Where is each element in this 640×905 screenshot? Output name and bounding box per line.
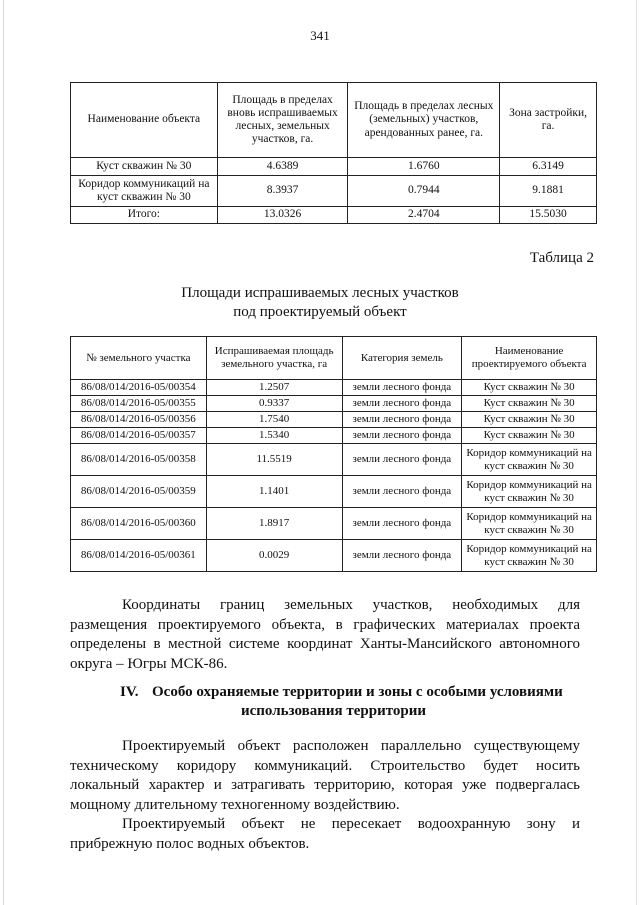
table-row [71, 540, 597, 572]
table-cell: 86/08/014/2016-05/00357 [71, 428, 207, 444]
table-cell: Куст скважин № 30 [462, 412, 597, 428]
table-total-row [71, 207, 597, 224]
paragraph-line: Координаты границ земельных участков, необходимых для [122, 597, 580, 613]
protected-areas-paragraph [70, 737, 580, 815]
table-cell: 86/08/014/2016-05/00358 [71, 444, 207, 476]
table-cell: земли лесного фонда [342, 396, 462, 412]
table2-caption: Таблица 2 [529, 250, 594, 266]
table-cell: Куст скважин № 30 [462, 428, 597, 444]
header-object-name: Наименование объекта [71, 83, 218, 158]
table-row [71, 508, 597, 540]
table-cell: Коридор коммуникаций на куст скважин № 30 [462, 540, 597, 572]
table-header-row [71, 337, 597, 380]
table-row [71, 428, 597, 444]
table-cell: 86/08/014/2016-05/00355 [71, 396, 207, 412]
table-cell: земли лесного фонда [342, 540, 462, 572]
land-plots-table [70, 336, 597, 572]
scan-edge-left [3, 0, 4, 905]
table-cell: Итого: [71, 207, 218, 224]
table-cell: 1.7540 [206, 412, 342, 428]
table-cell: земли лесного фонда [342, 476, 462, 508]
table-cell: Коридор коммуникаций на куст скважин № 30 [71, 176, 218, 207]
table-cell: 1.6760 [348, 158, 500, 176]
page-number: 341 [310, 28, 330, 43]
table-cell: 15.5030 [500, 207, 597, 224]
table-row [71, 476, 597, 508]
header-new-area: Площадь в пределах вновь испрашиваемых лесных, земельных участков, га. [217, 83, 348, 158]
table-cell: земли лесного фонда [342, 508, 462, 540]
table-cell: Куст скважин № 30 [462, 380, 597, 396]
table-cell: Куст скважин № 30 [71, 158, 218, 176]
paragraph-line: мощному длительному техногенному воздействию. [70, 796, 400, 813]
header-leased-area: Площадь в пределах лесных (земельных) участков, арендованных ранее, га. [348, 83, 500, 158]
table2-title-line2: под проектируемый объект [233, 304, 407, 320]
table-cell: 86/08/014/2016-05/00354 [71, 380, 207, 396]
paragraph-line: прибрежную полос водных объектов. [70, 835, 310, 852]
table-cell: 1.1401 [206, 476, 342, 508]
table-cell: 86/08/014/2016-05/00360 [71, 508, 207, 540]
table-cell: 86/08/014/2016-05/00359 [71, 476, 207, 508]
table-cell: Коридор коммуникаций на куст скважин № 30 [462, 444, 597, 476]
table-cell: 8.3937 [217, 176, 348, 207]
table-row [71, 380, 597, 396]
table-header-row [71, 83, 597, 158]
paragraph-line: Проектируемый объект не пересекает водоохранную зону и [122, 816, 580, 832]
table-cell: земли лесного фонда [342, 412, 462, 428]
table-cell: 13.0326 [217, 207, 348, 224]
table-cell: 1.2507 [206, 380, 342, 396]
table-cell: 86/08/014/2016-05/00361 [71, 540, 207, 572]
table-cell: земли лесного фонда [342, 428, 462, 444]
table-row [71, 176, 597, 207]
table-cell: 4.6389 [217, 158, 348, 176]
table2-title-line1: Площади испрашиваемых лесных участков [181, 285, 459, 301]
header-land-category: Категория земель [342, 337, 462, 380]
table-cell: 11.5519 [206, 444, 342, 476]
table-cell: 1.5340 [206, 428, 342, 444]
table-row [71, 412, 597, 428]
table-row [71, 396, 597, 412]
coordinates-paragraph [70, 596, 580, 674]
table-cell: 86/08/014/2016-05/00356 [71, 412, 207, 428]
section-title-line1: Особо охраняемые территории и зоны с особыми условиями [152, 684, 563, 700]
paragraph-line: размещения проектируемого объекта, в графических материалах проекта [70, 616, 580, 633]
table-cell: земли лесного фонда [342, 444, 462, 476]
paragraph-line: определены в местной системе координат Ханты-Мансийского автономного [70, 636, 580, 652]
table-cell: 9.1881 [500, 176, 597, 207]
table-cell: земли лесного фонда [342, 380, 462, 396]
table-row [71, 444, 597, 476]
table-row [71, 158, 597, 176]
paragraph-line: локальный характер и затрагивать территорию, которая уже подвергалась [70, 777, 580, 793]
area-summary-table [70, 82, 597, 224]
header-plot-number: № земельного участка [71, 337, 207, 380]
scan-edge-right [636, 0, 637, 905]
paragraph-line: округа – Югры МСК-86. [70, 655, 228, 672]
paragraph-line: техническому коридору коммуникаций. Строительство будет носить [70, 757, 580, 774]
table-cell: Коридор коммуникаций на куст скважин № 30 [462, 508, 597, 540]
water-zone-paragraph [70, 815, 580, 854]
header-requested-area: Испрашиваемая площадь земельного участка, га [206, 337, 342, 380]
table-cell: 0.7944 [348, 176, 500, 207]
table-cell: 6.3149 [500, 158, 597, 176]
paragraph-line: Проектируемый объект расположен параллельно существующему [122, 738, 580, 754]
table-cell: 0.9337 [206, 396, 342, 412]
header-object-name: Наименование проектируемого объекта [462, 337, 597, 380]
table-cell: 2.4704 [348, 207, 500, 224]
header-build-zone: Зона застройки, га. [500, 83, 597, 158]
table-cell: 0.0029 [206, 540, 342, 572]
table-cell: Куст скважин № 30 [462, 396, 597, 412]
table-cell: 1.8917 [206, 508, 342, 540]
table-cell: Коридор коммуникаций на куст скважин № 30 [462, 476, 597, 508]
section-title-line2: использования территории [240, 703, 427, 719]
section-number: IV. [120, 684, 139, 700]
